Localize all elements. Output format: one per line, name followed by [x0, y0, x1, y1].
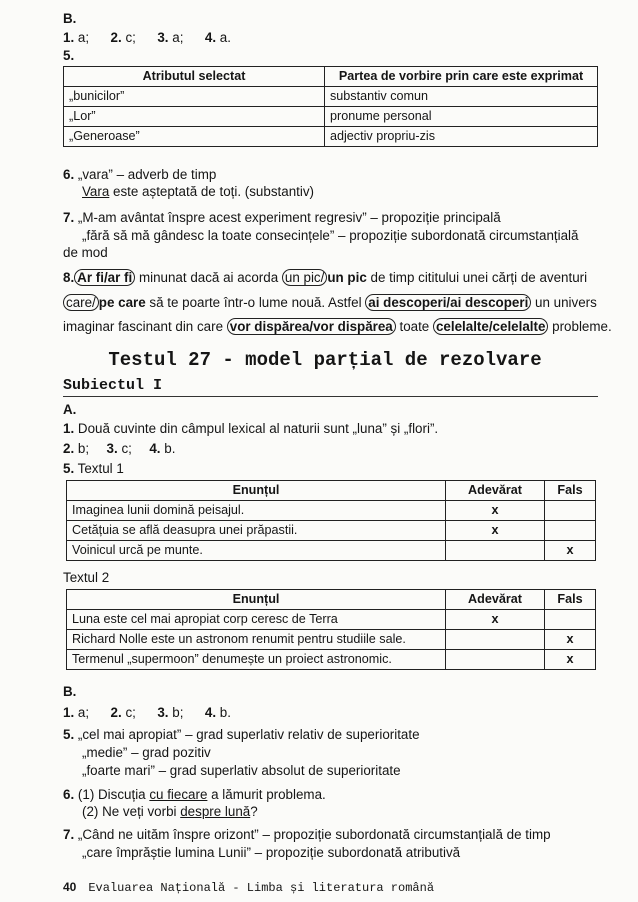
answer-value: a; [77, 705, 90, 720]
circled-correction: un pic/ [282, 269, 327, 286]
table-header: Enunțul [67, 481, 446, 501]
table-cell: „Lor” [64, 107, 325, 127]
answer-number: 4. [149, 441, 161, 456]
table-header: Fals [545, 590, 596, 610]
table-cell: Voinicul urcă pe munte. [67, 541, 446, 561]
table-row [64, 87, 598, 107]
table-cell: Termenul „supermoon” denumește un proiect astronomic. [67, 650, 446, 670]
table-cell: pronume personal [325, 107, 598, 127]
textul-1-label: Textul 1 [77, 461, 124, 476]
item-number: 1. [63, 421, 75, 436]
table-cell [446, 630, 545, 650]
item-number: 7. [63, 210, 75, 225]
circled-correction: ai descoperi/ai descoperi [365, 294, 531, 311]
test-title: Testul 27 - model parțial de rezolvare [108, 349, 542, 371]
item-5b [63, 726, 420, 743]
answer-number: 1. [63, 705, 75, 720]
item-5-textul-1 [63, 460, 124, 477]
item-8-line-2 [63, 294, 603, 311]
item-7-line-1: „M-am avântat înspre acest experiment regresiv” – propoziție principală [77, 210, 501, 225]
text-fragment: minunat dacă ai acorda [135, 270, 282, 285]
table-row [67, 521, 596, 541]
item-6b [63, 786, 326, 803]
answer-value: a; [172, 30, 184, 45]
item-6-line-2-text: este așteptată de toți. (substantiv) [109, 184, 314, 199]
text-fragment: să te poarte într-o lume nouă. Astfel [145, 295, 366, 310]
answer-value: c; [125, 705, 136, 720]
text-fragment: imaginar fascinant din care [63, 319, 227, 334]
circled-correction: care/ [63, 294, 99, 311]
answer-number: 2. [110, 30, 122, 45]
table-cell [446, 541, 545, 561]
item-6-line-1: „vara” – adverb de timp [77, 167, 217, 182]
text-fragment: (2) Ne veți vorbi [82, 804, 181, 819]
answer-value: a. [219, 30, 231, 45]
item-6 [63, 166, 216, 183]
table-cell: Cetățuia se află deasupra unei prăpastii. [67, 521, 446, 541]
table-header: Adevărat [446, 481, 545, 501]
table-cell [545, 610, 596, 630]
text-fragment: toate [395, 319, 433, 334]
table-cell [545, 501, 596, 521]
underlined-phrase: despre lună [180, 804, 251, 819]
answer-number: 1. [63, 30, 75, 45]
table-cell: Richard Nolle este un astronom renumit pentru studiile sale. [67, 630, 446, 650]
item-1-text: Două cuvinte din câmpul lexical al naturii sunt „luna” și „flori”. [77, 421, 439, 436]
answer-value: c; [125, 30, 136, 45]
underlined-word: Vara [82, 184, 110, 199]
table-header: Enunțul [67, 590, 446, 610]
table-row [67, 501, 596, 521]
text-fragment: (1) Discuția [77, 787, 150, 802]
circled-correction: vor dispărea/vor dispărea [227, 318, 396, 335]
table-row [67, 630, 596, 650]
table-cell: substantiv comun [325, 87, 598, 107]
section-a-label: A. [63, 402, 77, 417]
table-header: Partea de vorbire prin care este exprimat [325, 67, 598, 87]
text-fragment: de timp cititului unei cărți de aventuri [366, 270, 588, 285]
table-row [64, 127, 598, 147]
item-7b-line-1: „Când ne uităm înspre orizont” – propoziție subordonată circumstanțială de timp [77, 827, 551, 842]
item-7-line-3: de mod [63, 245, 108, 260]
item-6-line-2 [82, 183, 314, 200]
table-cell: adjectiv propriu-zis [325, 127, 598, 147]
table-cell: „Generoase” [64, 127, 325, 147]
item-6b-line-2 [82, 803, 258, 820]
circled-correction: Ar fi/ar fi [74, 269, 135, 286]
text-fragment: un pic [327, 270, 367, 285]
table-row [64, 107, 598, 127]
table-row [67, 541, 596, 561]
answer-value: b. [219, 705, 231, 720]
item-7b [63, 826, 551, 843]
answer-value: a; [77, 30, 90, 45]
table-cell: x [446, 521, 545, 541]
text-fragment: un univers [531, 295, 597, 310]
item-7 [63, 209, 501, 226]
answers-row-top [63, 29, 231, 46]
item-5-label: 5. [63, 48, 75, 63]
item-5b-line-1: „cel mai apropiat” – grad superlativ relativ de superioritate [77, 727, 420, 742]
answer-value: b. [164, 441, 176, 456]
answer-number: 3. [157, 705, 169, 720]
answer-value: b; [172, 705, 184, 720]
item-number: 6. [63, 787, 75, 802]
table-cell: x [446, 610, 545, 630]
answer-value: b; [77, 441, 90, 456]
item-number: 5. [63, 727, 75, 742]
text-fragment: a lămurit problema. [207, 787, 326, 802]
table-cell: x [545, 650, 596, 670]
item-5b-line-2: „medie” – grad pozitiv [82, 745, 211, 760]
subject-heading: Subiectul I [63, 377, 598, 397]
table-cell: Luna este cel mai apropiat corp ceresc de Terra [67, 610, 446, 630]
section-b-label: B. [63, 11, 77, 26]
textul-2-label: Textul 2 [63, 570, 110, 585]
table-row [67, 650, 596, 670]
circled-correction: celelalte/celelalte [433, 318, 548, 335]
item-8-line-3 [63, 318, 612, 335]
table-cell [545, 521, 596, 541]
answer-number: 2. [110, 705, 122, 720]
item-7-line-2: „fără să mă gândesc la toate consecințele” – propoziție subordonată circumstanțială [82, 228, 579, 243]
item-number: 7. [63, 827, 75, 842]
answers-row-b [63, 704, 231, 721]
table-cell: Imaginea lunii domină peisajul. [67, 501, 446, 521]
table-header: Atributul selectat [64, 67, 325, 87]
text-fragment: probleme. [548, 319, 612, 334]
table-header: Fals [545, 481, 596, 501]
item-8-line-1 [63, 269, 603, 286]
answer-value: c; [121, 441, 132, 456]
table-header: Adevărat [446, 590, 545, 610]
item-1 [63, 420, 438, 437]
page-footer [63, 880, 434, 895]
true-false-table-1 [66, 480, 596, 561]
attribute-table [63, 66, 598, 147]
text-fragment: ? [250, 804, 258, 819]
item-number: 5. [63, 461, 75, 476]
underlined-phrase: cu fiecare [149, 787, 208, 802]
footer-text: Evaluarea Națională - Limba și literatura română [88, 881, 435, 895]
answer-number: 4. [204, 30, 217, 45]
table-row [67, 610, 596, 630]
answer-number: 2. [63, 441, 75, 456]
text-fragment: pe care [98, 295, 146, 310]
table-cell: x [545, 630, 596, 650]
page-number: 40 [63, 880, 77, 894]
table-cell: x [545, 541, 596, 561]
table-cell: „bunicilor” [64, 87, 325, 107]
section-b2-label: B. [63, 684, 77, 699]
table-cell [446, 650, 545, 670]
table-cell: x [446, 501, 545, 521]
answer-number: 3. [157, 30, 169, 45]
answer-number: 3. [106, 441, 118, 456]
item-5b-line-3: „foarte mari” – grad superlativ absolut de superioritate [82, 763, 401, 778]
item-number: 8. [63, 270, 75, 285]
answers-row-a [63, 440, 175, 457]
true-false-table-2 [66, 589, 596, 670]
item-number: 6. [63, 167, 75, 182]
item-7b-line-2: „care împrăștie lumina Lunii” – propoziție subordonată atributivă [82, 845, 461, 860]
answer-number: 4. [204, 705, 217, 720]
